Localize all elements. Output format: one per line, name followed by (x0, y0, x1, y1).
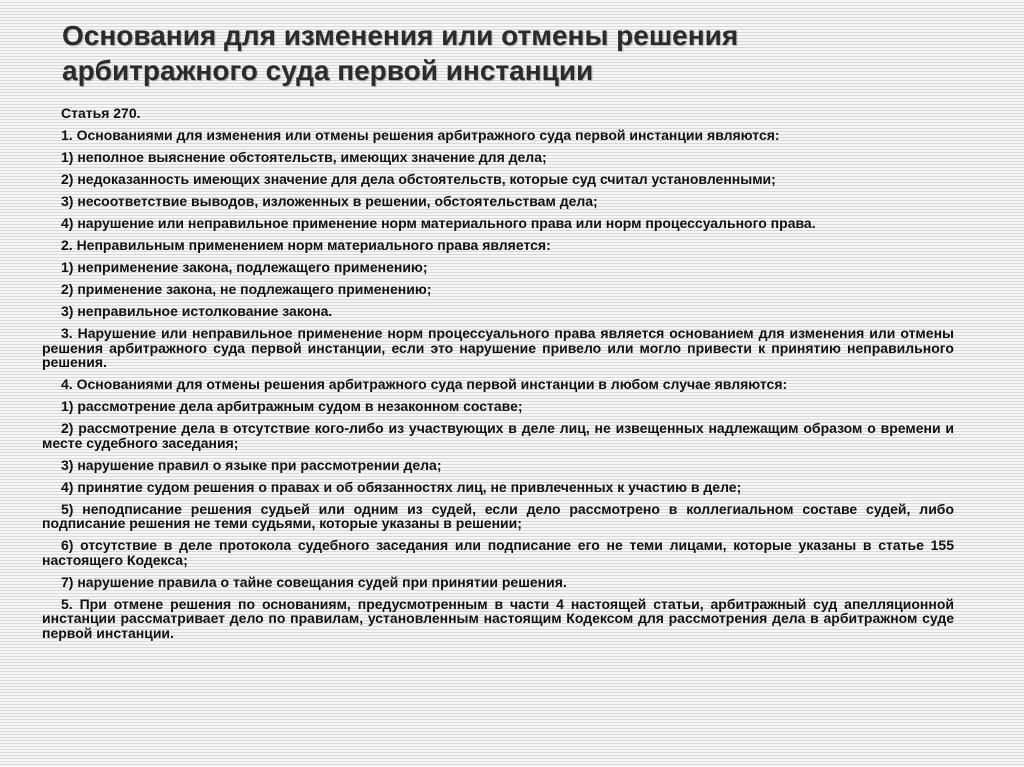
slide-title (62, 18, 962, 88)
title-line-1: Основания для изменения или отмены решения (62, 20, 739, 51)
paragraph: 2. Неправильным применением норм материального права является: (61, 237, 551, 253)
paragraph: 2) рассмотрение дела в отсутствие кого-либо из участвующих в деле лиц, не извещенных надлежащим образом о времени и месте судебного заседания; (42, 420, 954, 451)
paragraph: 5. При отмене решения по основаниям, предусмотренным в части 4 настоящей статьи, арбитражный суд апелляционной инстанции рассматривает дело по правилам, установленным настоящим Кодексом для рассмотрения дела в арбитражном суде первой инстанции. (42, 595, 954, 641)
paragraph: 2) недоказанность имеющих значение для дела обстоятельств, которые суд считал установленными; (61, 171, 776, 187)
paragraph: 4) принятие судом решения о правах и об обязанностях лиц, не привлеченных к участию в деле; (61, 478, 742, 495)
paragraph: 5) неподписание решения судьей или одним из судей, если дело рассмотрено в коллегиальном составе судей, либо подписание решения не теми судьями, которые указаны в решении; (42, 500, 954, 531)
title-line-2: арбитражного суда первой инстанции (62, 55, 594, 86)
slide-body (42, 106, 954, 640)
paragraph: 6) отсутствие в деле протокола судебного заседания или подписание его не теми лицами, которые указаны в статье 155 настоящего Кодекса; (42, 537, 954, 568)
paragraph: 3) несоответствие выводов, изложенных в решении, обстоятельствам дела; (61, 193, 598, 209)
paragraph: 4. Основаниями для отмены решения арбитражного суда первой инстанции в любом случае являются: (61, 376, 788, 392)
paragraph: 1. Основаниями для изменения или отмены решения арбитражного суда первой инстанции являются: (61, 127, 780, 143)
paragraph: 7) нарушение правила о тайне совещания судей при принятии решения. (61, 573, 567, 590)
paragraph: 1) рассмотрение дела арбитражным судом в незаконном составе; (61, 398, 523, 414)
paragraph: 3. Нарушение или неправильное применение норм процессуального права является основанием для изменения или отмены решения арбитражного суда первой инстанции, если это нарушение привело или могло привести к принятию неправильного решения. (42, 325, 954, 370)
paragraph: 1) неприменение закона, подлежащего применению; (61, 259, 428, 275)
paragraph: 4) нарушение или неправильное применение норм материального права или норм процессуального права. (61, 215, 816, 231)
paragraph-article-number: Статья 270. (61, 105, 141, 121)
paragraph: 3) нарушение правил о языке при рассмотрении дела; (61, 456, 442, 473)
paragraph: 3) неправильное истолкование закона. (61, 303, 333, 319)
paragraph: 2) применение закона, не подлежащего применению; (61, 281, 432, 297)
paragraph: 1) неполное выяснение обстоятельств, имеющих значение для дела; (61, 149, 547, 165)
